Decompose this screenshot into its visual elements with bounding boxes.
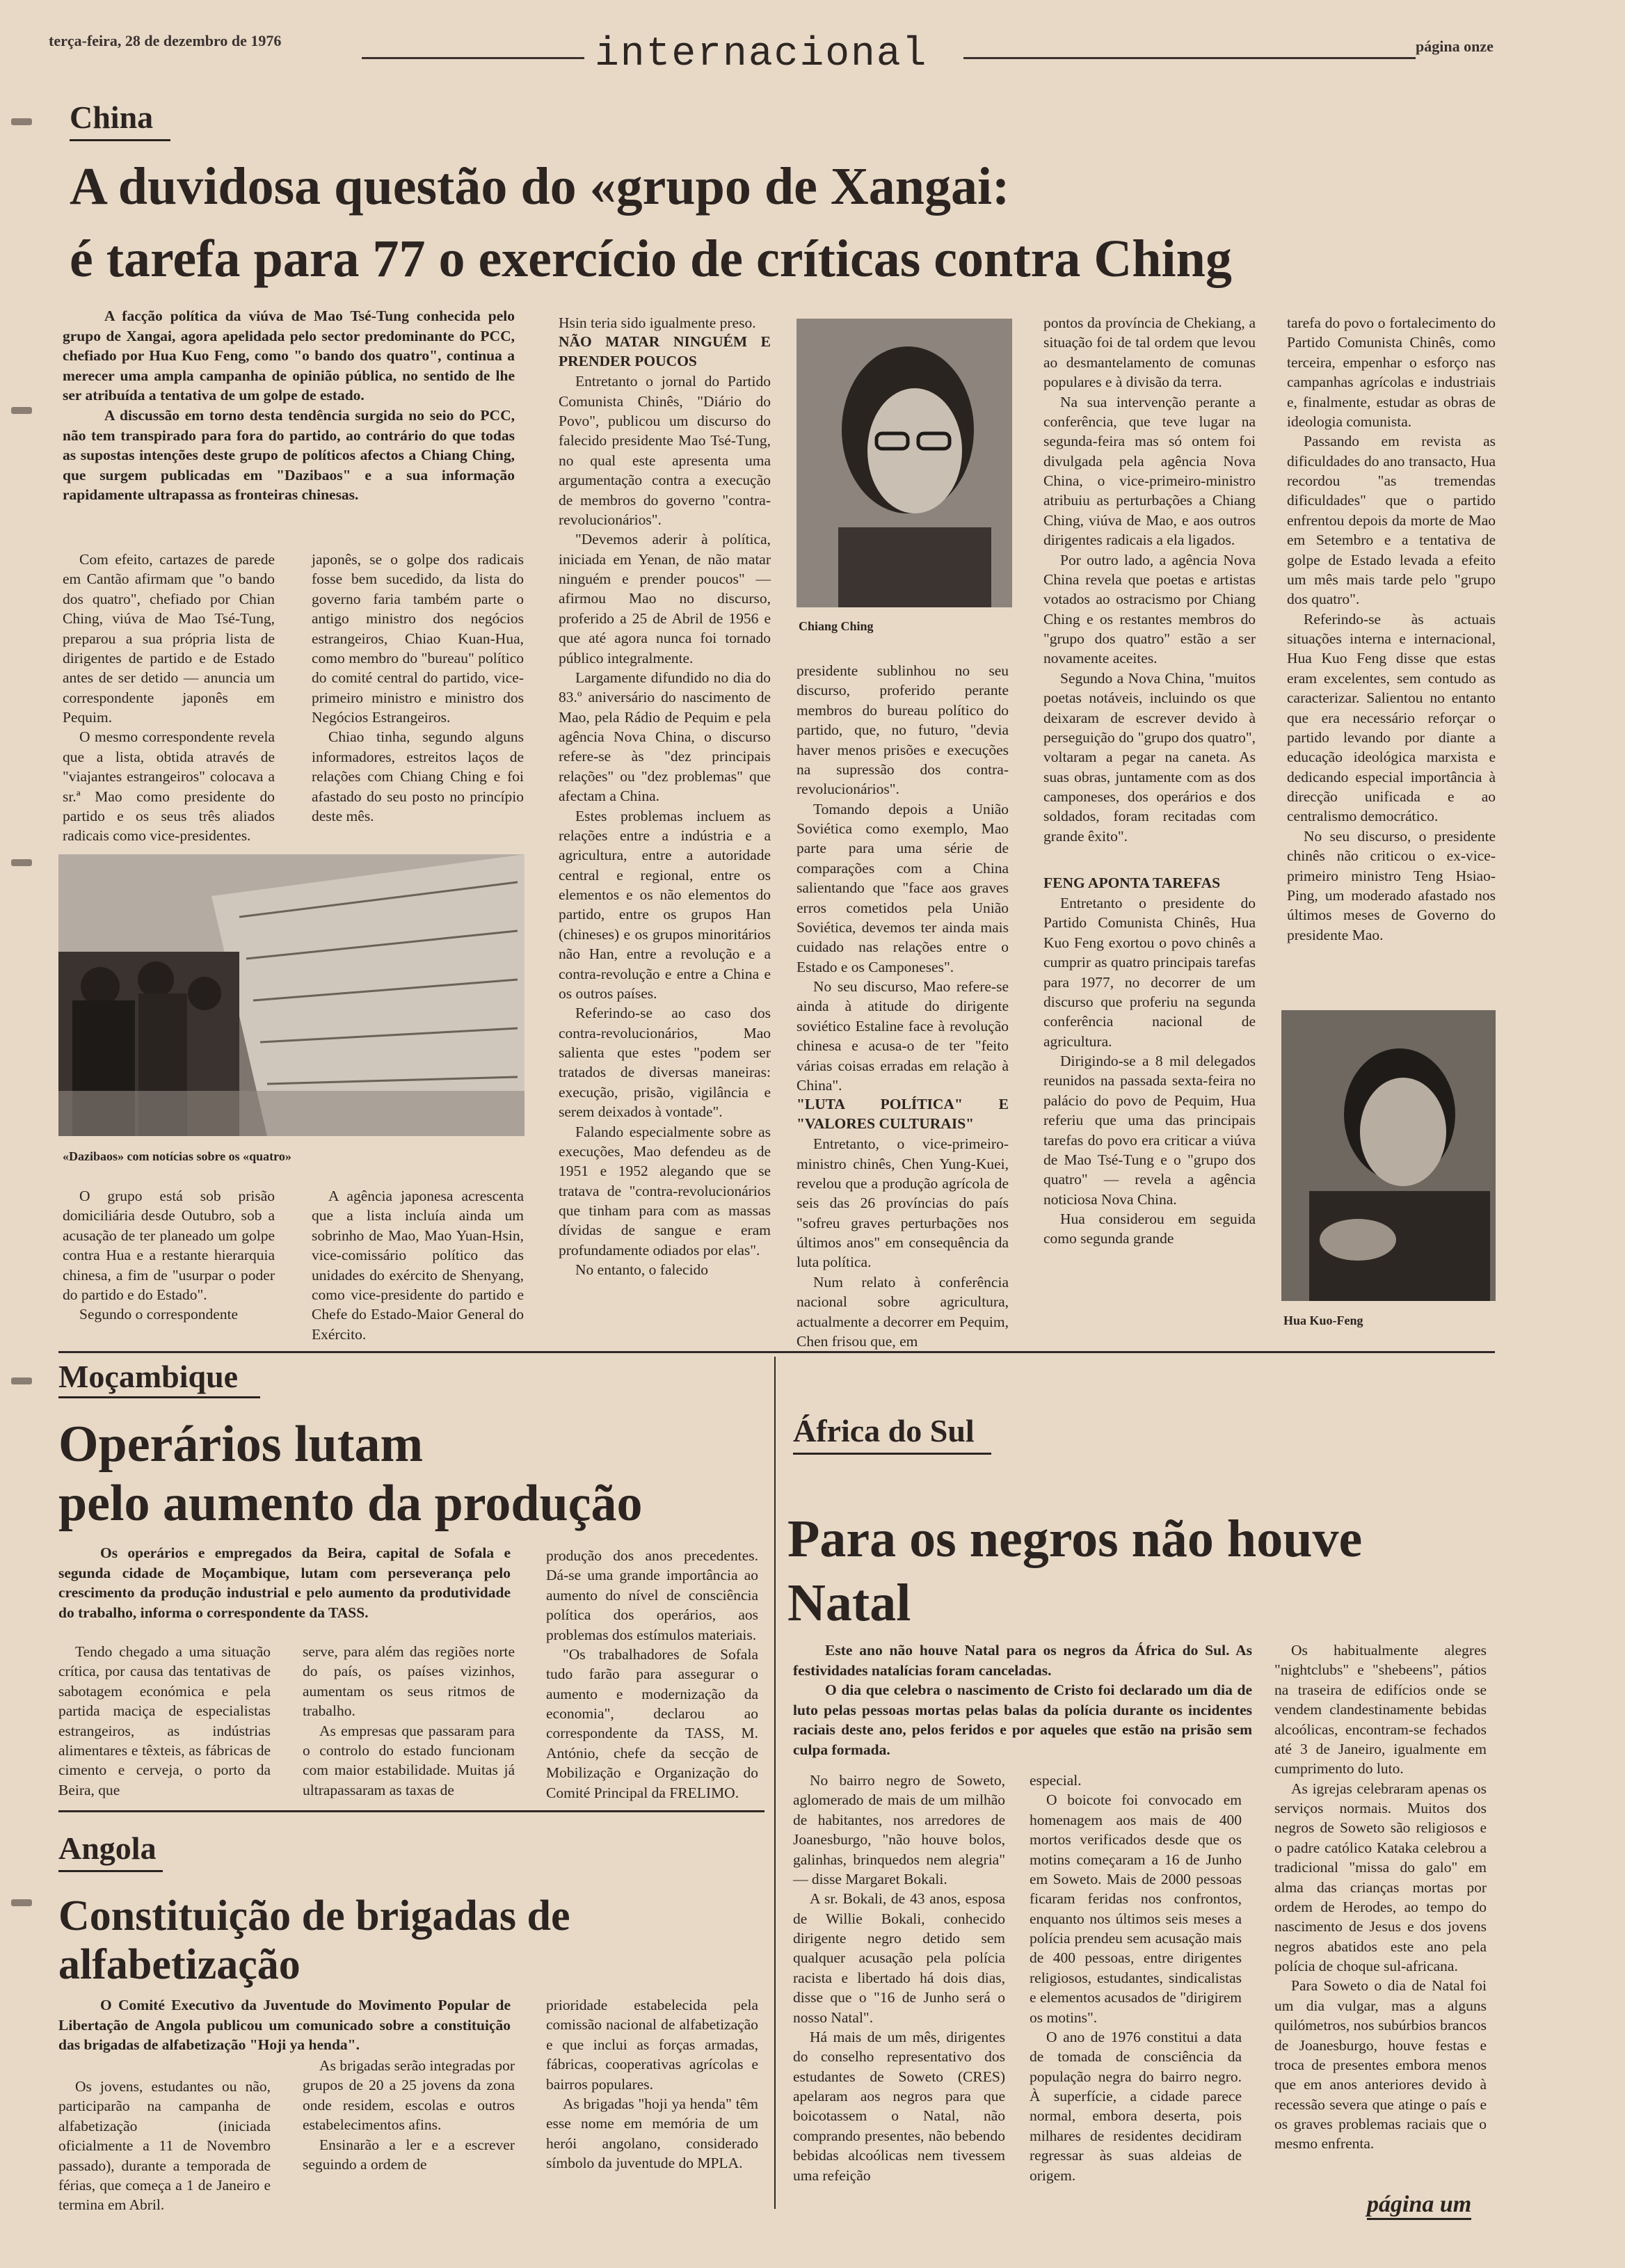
mocambique-col1: Tendo chegado a uma situação crítica, por causa das tentativas de sabotagem económica e pela partida maciça de especialistas estrangeiros, as indústrias alimentares e têxteis, as fábricas de cimento e cerveja, o porto da Beira, que — [58, 1643, 271, 1798]
subhead-luta-politica: "LUTA POLÍTICA" E "VALORES CULTURAIS" — [797, 1096, 1009, 1133]
china-col2-top: japonês, se o golpe dos radicais fosse bem sucedido, da lista do governo faria também parte o antigo ministro dos negócios estrangeiros, Chiao Kuan-Hua, como membro do "bureau" político do comité central do partido, vice-primeiro ministro e ministro dos Negócios Estrangeiros. Chiao tinha, segundo alguns informadores, estreitos laços de relações com Chiang Ching e foi afastado do seu posto no princípio deste mês. — [312, 551, 524, 824]
china-col6: tarefa do povo o fortalecimento do Partido Comunista Chinês, como terceira, empenhar o esforço nas campanhas agrícolas e industriais e, finalmente, estudar as obras de ideologia comunista. Passando em revista as dificuldades do ano transacto, Hua recordou "as tremendas dificuldades" que o partido enfrentou depois da morte de Mao em Setembro e a tentativa de golpe de Estado levada a efeito um mês mais tarde pelo "grupo dos quatro". Referindo-se às actuais situações interna e internacional, Hua Kuo Feng disse que estas eram excelentes, sem contudo as caracterizar. Salientou no entanto que era necessário reforçar o partido levando por diante a educação ideológica marxista e dedicando especial importância à direcção unificada e ao centralismo democrático. No seu discurso, o presidente chinês não criticou o ex-vice-primeiro ministro Teng Hsiao-Ping, um moderado afastado nos últimos meses de Governo do presidente Mao. — [1287, 314, 1496, 943]
section-label-angola: Angola — [58, 1830, 157, 1866]
subhead-nao-matar: NÃO MATAR NINGUÉM E PRENDER POUCOS — [559, 333, 771, 370]
mocambique-headline-2: pelo aumento da produção — [58, 1475, 643, 1532]
china-headline-2: é tarefa para 77 o exercício de críticas contra Ching — [70, 230, 1232, 288]
header-rule-right — [963, 57, 1416, 59]
section-label-mocambique: Moçambique — [58, 1359, 239, 1394]
africa-sul-col2: especial. O boicote foi convocado em homenagem aos mais de 400 mortos verificados desde que os motins começaram a 16 de Junho em Soweto. Mais de 2000 pessoas ficaram feridas nos confrontos, enquanto nos últimos seis meses a polícia prendeu sem acusação mais de 400 pessoas, entre dirigentes religiosos, estudantes, sindicalistas e elementos acusados de "dirigirem os motins". O ano de 1976 constitui a data de tomada de consciência da população negra do bairro negro. À superfície, a cidade parece normal, embora deserta, pois milhares de residentes decidiram regressar às suas aldeias de origem. — [1030, 1772, 1242, 2184]
china-col2-bottom: A agência japonesa acrescenta que a lista incluía ainda um sobrinho de Mao, Mao Yuan-Hsin, vice-comissário político das unidades do exército de Shenyang, como vice-presidente do partido e Chefe do Estado-Maior General do Exército. — [312, 1188, 524, 1343]
africa-sul-headline-2: Natal — [787, 1574, 911, 1632]
section-label-africa-do-sul: África do Sul — [793, 1413, 975, 1448]
china-lead: A facção política da viúva de Mao Tsé-Tung conhecida pelo grupo de Xangai, agora apelidada pelo sector predominante do PCC, chefiado por Hua Kuo Feng, como "o bando dos quatro", continua a merecer uma ampla campanha de opinião pública, no sentido de lhe ser atribuída a tentativa de um golpe de estado. A discussão em torno desta tendência surgida no seio do PCC, não tem transpirado para fora do partido, ao contrário do que todas as supostas intenções deste grupo de políticos afectos a Chiang Ching, que surgem publicadas em "Dazibaos" e a sua informação rapidamente ultrapassa as fronteiras chinesas. — [63, 308, 515, 504]
chiang-ching-photo — [797, 319, 1012, 607]
dazibaos-photo — [58, 854, 525, 1136]
chiang-ching-image — [797, 319, 1012, 607]
section-label-china: China — [70, 99, 154, 135]
header-rule-left — [362, 57, 584, 59]
hua-kuo-feng-photo — [1281, 1010, 1496, 1301]
angola-col2: As brigadas serão integradas por grupos de 20 a 25 jovens da zona onde residem, escolas e outros estabelecimentos afins. Ensinarão a ler e a escrever seguindo a ordem de — [303, 2057, 515, 2173]
china-col5: pontos da província de Chekiang, a situação foi de tal ordem que levou ao desmantelamento de comunas populares e à divisão da terra. Na sua intervenção perante a conferência, que teve lugar na segunda-feira mas só ontem foi divulgada pela agência Nova China, o vice-primeiro-ministro atribuiu as perturbações a Chiang Ching, viúva de Mao, e aos outros dirigentes radicais a ela ligados. Por outro lado, a agência Nova China revela que poetas e artistas votados ao ostracismo por Chiang Ching e os restantes membros do "grupo dos quatro" estão a ser novamente aceites. Segundo a Nova China, "muitos poetas notáveis, incluindo os que deixaram de escrever devido à perseguição do "grupo dos quatro", voltaram a pegar na caneta. As suas obras, juntamente com as dos camponeses, dos operários e dos soldados, foram recitadas com grande êxito". FENG APONTA TAREFAS Entretanto o presidente do Partido Comunista Chinês, Hua Kuo Feng exortou o povo chinês a cumprir as quatro principais tarefas para 1977, no decorrer de um discurso que proferiu na segunda conferência nacional de agricultura. Dirigindo-se a 8 mil delegados reunidos na passada sexta-feira no palácio do povo de Pequim, Hua referiu que uma das principais tarefas do povo era criticar a viúva de Mao Tsé-Tung e o "grupo dos quatro" — revela a agência noticiosa Nova China. Hua considerou em seguida como segunda grande — [1043, 314, 1256, 1247]
hua-kuo-feng-caption: Hua Kuo-Feng — [1283, 1313, 1363, 1327]
africa-sul-col3: Os habitualmente alegres "nightclubs" e "shebeens", pátios na traseira de edifícios onde se vendem clandestinamente bebidas alcoólicas, encontram-se fechados até 3 de Janeiro, igualmente em cumprimento do luto. As igrejas celebraram apenas os serviços normais. Muitos dos negros de Soweto são religiosos e o padre católico Kataka celebrou a tradicional "missa do galo" em alma das crianças mortas por ordem de Herodes, ao tempo do nascimento de Jesus e dos jovens negros abatidos este ano pela polícia de choque sul-africana. Para Soweto o dia de Natal foi um dia vulgar, mas a alguns quilómetros, nos subúrbios brancos de Joanesburgo, houve festas e troca de presentes embora menos que em anos anteriores devido à recessão severa que atinge o país e os graves problemas raciais que o mesmo enfrenta. — [1274, 1642, 1487, 2153]
china-bottom-rule — [58, 1351, 1495, 1353]
angola-col3: prioridade estabelecida pela comissão nacional de alfabetização e que inclui as forças armadas, fábricas, cooperativas agrícolas e bairros populares. As brigadas "hoji ya henda" têm esse nome em memória de um herói angolano, considerado símbolo da juventude do MPLA. — [546, 1997, 758, 2171]
china-col4: presidente sublinhou no seu discurso, proferido perante membros do bureau político do partido, que, no futuro, "devia haver menos prisões e execuções na supressão dos contra-revolucionários". Tomando depois a União Soviética como exemplo, Mao parte para uma série de comparações com a China salientando que "face aos graves erros cometidos pela União Soviética, devemos ter ainda mais cuidado nas relações entre o Estado e os Camponeses". No seu discurso, Mao refere-se ainda à atitude do dirigente soviético Estaline face à revolução chinesa e acusa-o de ter "feito várias coisas erradas em relação à China". "LUTA POLÍTICA" E "VALORES CULTURAIS" Entretanto, o vice-primeiro-ministro chinês, Chen Yung-Kuei, revelou que a produção agrícola de seis das 26 províncias do país "sofreu graves perturbações nos últimos anos" em consequência da luta política. Num relato à conferência nacional sobre agricultura, actualmente a decorrer em Pequim, Chen frisou que, em — [797, 662, 1009, 1350]
mocambique-col3: produção dos anos precedentes. Dá-se uma grande importância ao aumento do nível de consciência política dos operários, aos problemas dos estímulos materiais. "Os trabalhadores de Sofala tudo farão para assegurar o aumento e modernização da economia", declarou ao correspondente da TASS, M. António, chefe da secção de Mobilização e Organização do Comité Principal da FRELIMO. — [546, 1547, 758, 1801]
angola-headline-2: alfabetização — [58, 1941, 301, 1988]
header-page-number: página onze — [1416, 38, 1494, 55]
china-col1-bottom: O grupo está sob prisão domiciliária desde Outubro, sob a acusação de ter planeado um golpe contra Hua e a restante hierarquia chinesa, a fim de "usurpar o poder do partido e do Estado". Segundo o correspondente — [63, 1188, 275, 1323]
chiang-ching-caption: Chiang Ching — [799, 619, 874, 633]
africa-sul-col1: No bairro negro de Soweto, aglomerado de mais de um milhão de habitantes, nos arredores de Joanesburgo, "não houve bolos, galinhas, brinquedos nem alegria" — disse Margaret Bokali. A sr. Bokali, de 43 anos, esposa de Willie Bokali, conhecido dirigente negro detido sem qualquer acusação pela polícia racista e libertado há dois dias, disse que o "16 de Junho será o nosso Natal". Há mais de um mês, dirigentes do conselho representativo dos estudantes de Soweto (CRES) apelaram aos negros para que boicotassem o Natal, não comprando presentes, não bebendo bebidas alcoólicas nem tivessem uma refeição — [793, 1772, 1005, 2184]
dazibaos-caption: «Dazibaos» com notícias sobre os «quatro» — [63, 1149, 291, 1163]
vertical-divider — [774, 1357, 776, 2209]
angola-headline-1: Constituição de brigadas de — [58, 1892, 570, 1940]
africa-sul-lead: Este ano não houve Natal para os negros da África do Sul. As festividades natalícias foram canceladas. O dia que celebra o nascimento de Cristo foi declarado um dia de luto pelas pessoas mortas pelas balas da polícia durante os incidentes raciais deste ano, pelos feridos e por aqueles que estão na prisão sem culpa formada. — [793, 1642, 1252, 1758]
mocambique-bottom-rule — [58, 1810, 765, 1812]
hua-kuo-feng-image — [1281, 1010, 1496, 1301]
subhead-feng-aponta: FENG APONTA TAREFAS — [1043, 875, 1221, 892]
angola-col1: Os jovens, estudantes ou não, participarão na campanha de alfabetização (iniciada oficialmente a 11 de Novembro passado), durante a temporada de férias, que começa a 1 de Janeiro e termina em Abril. — [58, 2078, 271, 2214]
angola-lead: O Comité Executivo da Juventude do Movimento Popular de Libertação de Angola publicou um comunicado sobre a constituição das brigadas de alfabetização "Hoji ya henda". — [58, 1997, 511, 2054]
china-headline-1: A duvidosa questão do «grupo de Xangai: — [70, 157, 1010, 216]
mocambique-headline-1: Operários lutam — [58, 1416, 424, 1473]
header-date: terça-feira, 28 de dezembro de 1976 — [49, 32, 282, 49]
footer-page-label: página um — [1367, 2191, 1471, 2220]
dazibaos-image — [58, 854, 525, 1136]
header-section-title: internacional — [595, 32, 928, 77]
china-col1-top: Com efeito, cartazes de parede em Cantão afirmam que "o bando dos quatro", chefiado por Chian Ching, viúva de Mao Tsé-Tung, preparou a sua própria lista de dirigentes de partido e de Estado antes de ser detido — anuncia um correspondente japonês em Pequim. O mesmo correspondente revela que a lista, obtida através de "viajantes estrangeiros" colocava a sr.ª Mao como presidente do partido e os seus três aliados radicais como vice-presidentes. — [63, 551, 275, 845]
mocambique-lead: Os operários e empregados da Beira, capital de Sofala e segunda cidade de Moçambique, lutam com perseverança pelo crescimento da produção industrial e pelo aumento da produtividade do trabalho, informa o correspondente da TASS. — [58, 1544, 511, 1621]
china-col3: Hsin teria sido igualmente preso. NÃO MATAR NINGUÉM E PRENDER POUCOS Entretanto o jornal do Partido Comunista Chinês, "Diário do Povo", publicou um discurso do falecido presidente Mao Tsé-Tung, no qual este apresenta uma argumentação contra a execução de membros do governo "contra-revolucionários". "Devemos aderir à política, iniciada em Yenan, de não matar ninguém e prender poucos" — afirmou Mao no discurso, proferido a 25 de Abril de 1956 e que até agora nunca foi tornado público integralmente. Largamente difundido no dia do 83.º aniversário do nascimento de Mao, pela Rádio de Pequim e pela agência Nova China, o discurso refere-se às "dez principais relações" ou "dez problemas" que afectam a China. Estes problemas incluem as relações entre a indústria e a agricultura, entre a autoridade central e regional, entre os elementos e os não elementos do partido, entre os grupos Han (chineses) e os grupos minoritários não Han, entre a revolução e a contra-revolução e entre a China e os outros países. Referindo-se ao caso dos contra-revolucionários, Mao salienta que estes "podem ser tratados de diversas maneiras: execução, prisão, vigilância e serem deixados à vontade". Falando especialmente sobre as execuções, Mao defendeu as de 1951 e 1952 alegando que se tratava de "contra-revolucionários que tinham para com as massas dívidas de sangue e eram profundamente odiados por elas". No entanto, o falecido — [559, 314, 771, 1279]
africa-sul-headline-1: Para os negros não houve — [787, 1510, 1363, 1568]
mocambique-col2: serve, para além das regiões norte do país, os países vizinhos, aumentam os seus ritmos de trabalho. As empresas que passaram para o controlo do estado funcionam com maior estabilidade. Muitas já ultrapassaram as taxas de — [303, 1643, 515, 1798]
